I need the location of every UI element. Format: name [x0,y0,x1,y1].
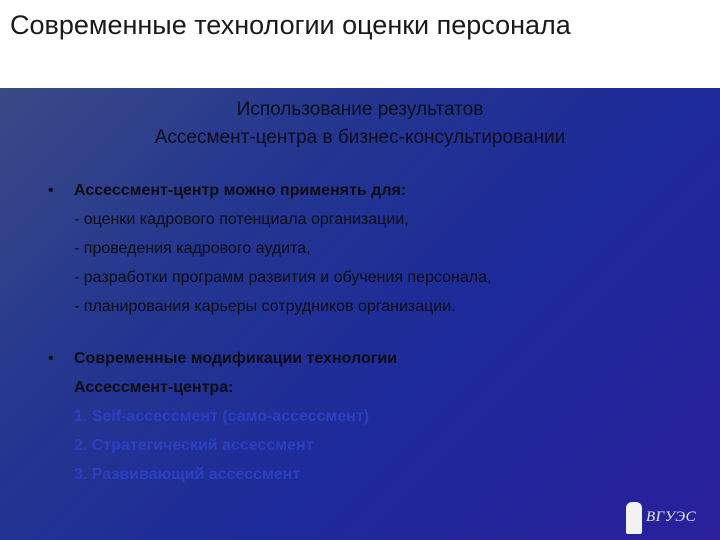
list-item: - планирования карьеры сотрудников организации. [74,298,456,315]
header-bar [0,0,720,88]
subtitle-line-1: Использование результатов [236,99,484,120]
bullet-dot: • [48,182,54,199]
logo-text: ВГУЭС [646,509,697,525]
logo-emblem-icon [626,502,642,534]
bullet-dot: • [48,350,54,367]
bullet-heading-continued: Ассессмент-центра: [74,379,234,396]
bullet-heading: Ассессмент-центр можно применять для: [74,182,407,199]
list-item: - оценки кадрового потенциала организации, [74,211,409,228]
list-item: 1. Self-ассессмент (само-ассессмент) [74,408,370,425]
list-item: 2. Стратегический ассессмент [74,437,314,454]
bullet-applications [48,176,708,321]
list-item: - разработки программ развития и обучения персонала, [74,269,492,286]
subtitle-line-2: Ассесмент-центра в бизнес-консультировании [154,127,566,148]
bullet-modifications [48,344,708,489]
slide-subtitle [0,96,720,152]
list-item: 3. Развивающий ассессмент [74,466,301,483]
bullet-heading: Современные модификации технологии [74,350,398,367]
slide-main-title: Современные технологии оценки персонала [10,10,571,40]
list-item: - проведения кадрового аудита, [74,240,311,257]
university-logo [624,500,716,536]
